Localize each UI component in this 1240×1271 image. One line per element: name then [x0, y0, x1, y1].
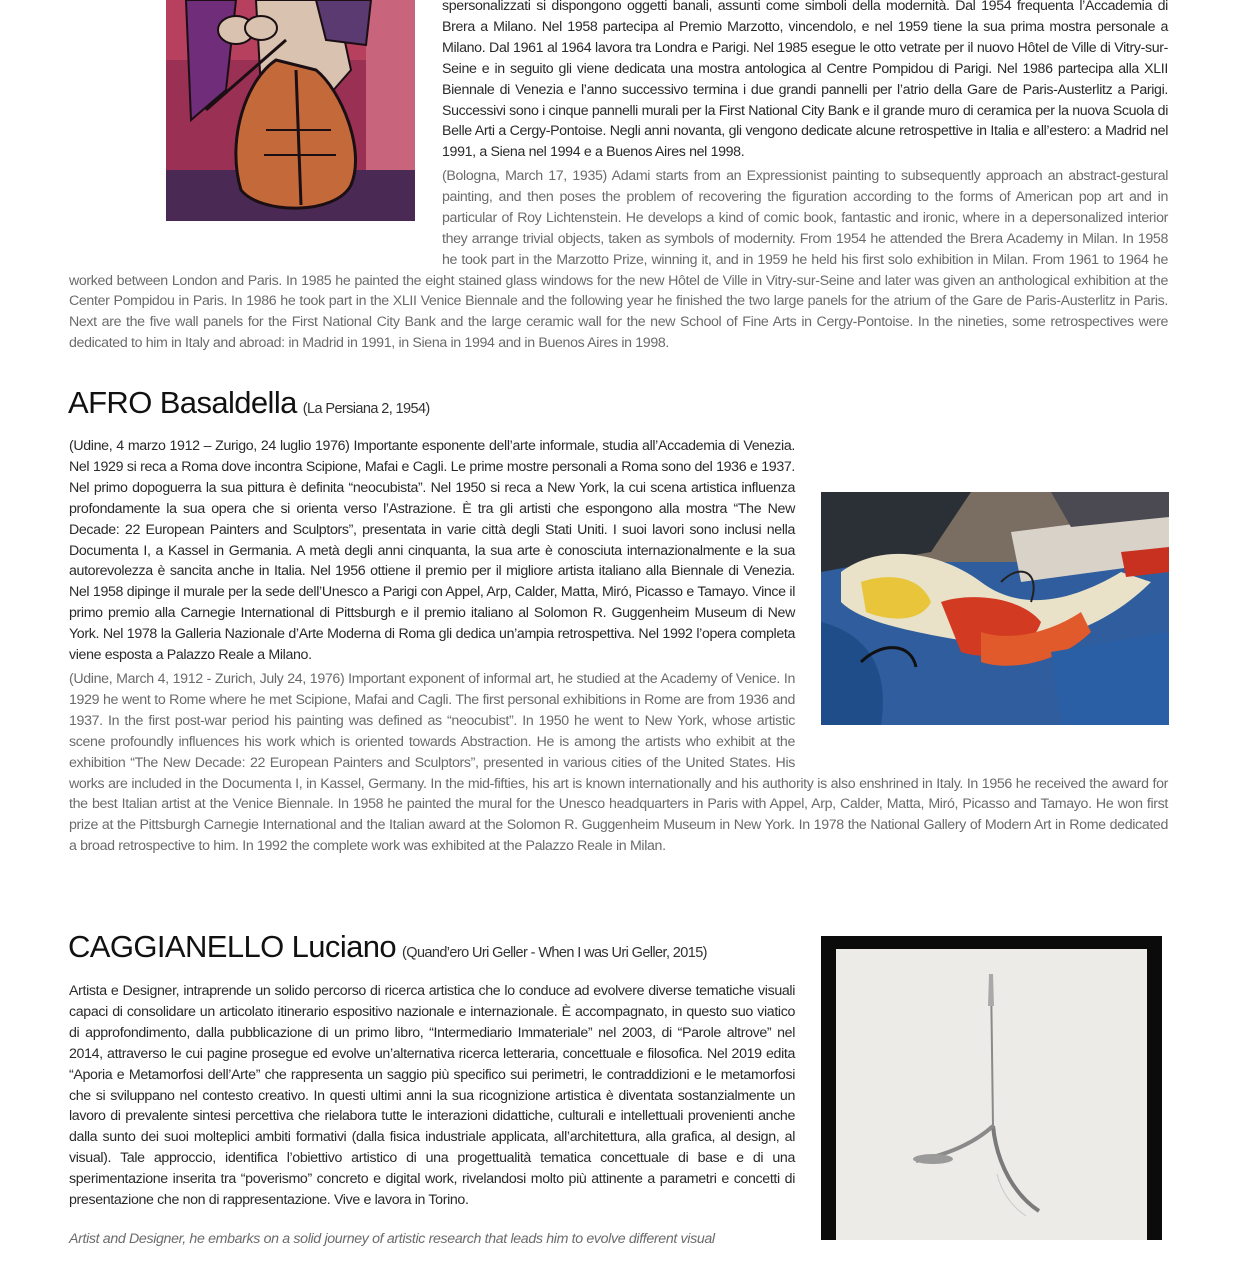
artwork-title: (Quand’ero Uri Geller - When I was Uri Geller, 2015): [402, 945, 707, 961]
artist-name: CAGGIANELLO Luciano: [68, 929, 397, 964]
bent-spoon-image: [821, 936, 1162, 1240]
adami-bio-italian: spersonalizzati si dispongono oggetti banali, assunti come simboli della modernità. Dal 1954 frequenta l’Accademia di Brera a Milano. Nel 1958 partecipa al Premio Marzotto, vincendolo, e nel 1959 tiene la sua prima mostra personale a Milano. Dal 1961 al 1964 lavora tra Londra e Parigi. Nel 1985 esegue le otto vetrate per il nuovo Hôtel de Ville di Vitry-sur-Seine e in seguito gli viene dedicata una mostra antologica al Centre Pompidou di Parigi. Nel 1986 partecipa alla XLII Biennale di Venezia e l’anno successivo termina i due grandi pannelli per l’atrio della Gare de Paris-Austerlitz a Parigi. Successivi sono i cinque pannelli murali per la First National City Bank e il grande muro di ceramica per la nuova Scuola di Belle Arti a Cergy-Pontoise. Negli anni novanta, gli vengono dedicate alcune retrospettive in Italia e all’estero: a Madrid nel 1991, a Siena nel 1994 e a Buenos Aires nel 1998.: [442, 0, 1168, 161]
caggianello-bio-italian: Artista e Designer, intraprende un solido percorso di ricerca artistica che lo conduce ad evolvere diverse tematiche visuali capaci di consolidare un articolato itinerario espositivo nazionale e internazionale. È accompagnato, in questo suo viatico di approfondimento, dalla pubblicazione di un primo libro, “Intermediario Immateriale” nel 2003, di “Parole altrove” nel 2014, attraverso le cui pagine prosegue ed evolve un’alternativa ricerca letteraria, concettuale e filosofica. Nel 2019 edita “Aporia e Metamorfosi dell’Arte” che rappresenta un saggio più specifico sui perimetri, le contraddizioni e le metamorfosi che si sviluppano nel contesto creativo. In questi ultimi anni la sua ricognizione artistica è diventata sostanzialmente un lavoro di prevalente sintesi percettiva che rielabora tutte le interazioni didattiche, culturali e intellettuali provenienti anche dalla sunto dei suoi molteplici ambiti formativi (dalla fisica industriale applicata, all’architettura, alla grafica, al design, al visual). Tale approccio, identifica l’obiettivo artistico di una progettualità tematica concettuale di base e di una sperimentazione inserita tra “poverismo” concreto e digital work, rivelandosi molto più attinente a parametri e concetti di presentazione che non di rappresentazione. Vive e lavora in Torino.: [69, 983, 795, 1209]
afro-bio-english: (Udine, March 4, 1912 - Zurich, July 24, 1976) Important exponent of informal art, he studied at the Academy of Venice. In 1929 he went to Rome where he met Scipione, Mafai and Cagli. The first personal exhibitions in Rome are from 1936 and 1937. In the first post-war period his painting was defined as “neocubist”. In 1950 he went to New York, whose artistic scene profoundly influences his work which is oriented towards Abstraction. He is among the artists who exhibit at the exhibition “The New Decade: 22 European Painters and Sculptors”, presented in various cities of the United States. His works are included in the Documenta I, in Kassel, Germany. In the mid-fifties, his art is known internationally and his authority is also enshrined in Italy. In 1956 he received the award for the best Italian artist at the Venice Biennale. In 1958 he painted the mural for the Unesco headquarters in Paris with Appel, Arp, Calder, Matta, Miró, Picasso and Tamayo. He won first prize at the Pittsburgh Carnegie International and the Italian award at the Solomon R. Guggenheim Museum in New York. In 1978 the National Gallery of Modern Art in Rome dedicated a broad retrospective to him. In 1992 the complete work was exhibited at the Palazzo Reale in Milan.: [69, 671, 1168, 855]
caggianello-artwork: [821, 936, 1162, 1240]
adami-bio-english: (Bologna, March 17, 1935) Adami starts from an Expressionist painting to subsequently approach an abstract-gestural painting, and then poses the problem of recovering the figuration according to the forms of American pop art and in particular of Roy Lichtenstein. He develops a kind of comic book, fantastic and ironic, where in a depersonalized interior they arrange trivial objects, taken as symbols of modernity. From 1954 he attended the Brera Academy in Milan. In 1958 he took part in the Marzotto Prize, winning it, and in 1959 he held his first solo exhibition in Milan. From 1961 to 1964 he worked between London and Paris. In 1985 he painted the eight stained glass windows for the new Hôtel de Ville in Vitry-sur-Seine and later was given an anthological exhibition at the Center Pompidou in Paris. In 1986 he took part in the XLII Venice Biennale and the following year he finished the two large panels for the atrium of the Gare de Paris-Austerlitz in Paris. Next are the five wall panels for the First National City Bank and the large ceramic wall for the new School of Fine Arts in Cergy-Pontoise. In the nineties, some retrospectives were dedicated to him in Italy and abroad: in Madrid in 1991, in Siena in 1994 and in Buenos Aires in 1998.: [69, 168, 1168, 352]
afro-heading: [68, 385, 430, 421]
caggianello-bio-english-partial: Artist and Designer, he embarks on a solid journey of artistic research that leads him to evolve different visual: [69, 1231, 715, 1247]
afro-bio-italian: (Udine, 4 marzo 1912 – Zurigo, 24 luglio 1976) Importante esponente dell’arte informale, studia all’Accademia di Venezia. Nel 1929 si reca a Roma dove incontra Scipione, Mafai e Cagli. Le prime mostre personali a Roma sono del 1936 e 1937. Nel primo dopoguerra la sua pittura è definita “neocubista”. Nel 1950 si reca a New York, la cui scena artistica influenza profondamente la sua opera che si orienta verso l’Astrazione. È tra gli artisti che espongono alla mostra “The New Decade: 22 European Painters and Sculptors”, presentata in varie città degli Stati Uniti. I suoi lavori sono inclusi nella Documenta I, a Kassel in Germania. A metà degli anni cinquanta, la sua arte è conosciuta internazionalmente e la sua autorevolezza è sancita anche in Italia. Nel 1956 ottiene il premio per il migliore artista italiano alla Biennale di Venezia. Nel 1958 dipinge il murale per la sede dell’Unesco a Parigi con Appel, Arp, Calder, Matta, Miró, Picasso e Tamayo. Vince il primo premio alla Carnegie International di Pittsburgh e il premio italiano al Solomon R. Guggenheim Museum di New York. Nel 1978 la Galleria Nazionale d’Arte Moderna di Roma gli dedica un’ampia retrospettiva. Nel 1992 l’opera completa viene esposta a Palazzo Reale a Milano.: [69, 438, 795, 664]
artwork-title: (La Persiana 2, 1954): [302, 401, 430, 417]
artist-name: AFRO Basaldella: [68, 385, 297, 420]
float-spacer: [795, 669, 1168, 753]
caggianello-heading: [68, 929, 707, 965]
float-spacer: [69, 166, 442, 250]
